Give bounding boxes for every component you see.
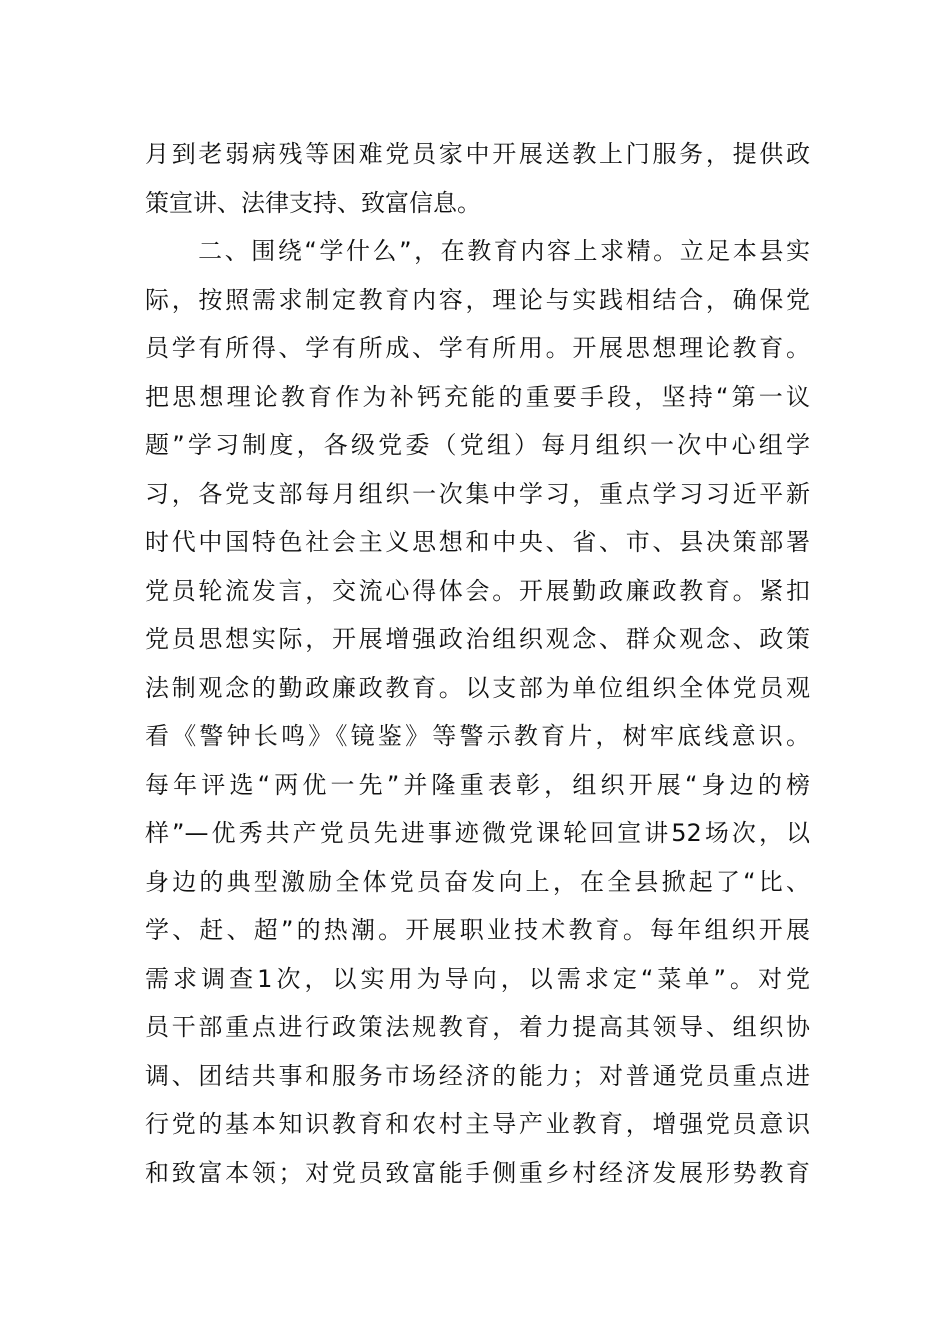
text-line: 看《警钟长鸣》《镜鉴》等警示教育片，树牢底线意识。 <box>145 722 810 750</box>
text-line: 二、围绕“学什么”，在教育内容上求精。立足本县实 <box>145 237 810 265</box>
text-line: 和致富本领；对党员致富能手侧重乡村经济发展形势教育 <box>145 1158 810 1187</box>
text-line: 员学有所得、学有所成、学有所用。开展思想理论教育。 <box>145 334 810 362</box>
text-line: 法制观念的勤政廉政教育。以支部为单位组织全体党员观 <box>145 673 810 702</box>
text-line: 习，各党支部每月组织一次集中学习，重点学习习近平新 <box>145 479 810 508</box>
text-line: 际，按照需求制定教育内容，理论与实践相结合，确保党 <box>145 285 810 314</box>
text-line: 样”—优秀共产党员先进事迹微党课轮回宣讲52场次，以 <box>145 819 810 847</box>
text-line: 身边的典型激励全体党员奋发向上，在全县掀起了“比、 <box>145 867 810 896</box>
text-line: 党员轮流发言，交流心得体会。开展勤政廉政教育。紧扣 <box>145 576 810 605</box>
text-line: 时代中国特色社会主义思想和中央、省、市、县决策部署 <box>145 528 810 556</box>
text-line: 每年评选“两优一先”并隆重表彰，组织开展“身边的榜 <box>145 770 810 799</box>
text-line: 行党的基本知识教育和农村主导产业教育，增强党员意识 <box>145 1110 810 1138</box>
text-line: 党员思想实际，开展增强政治组织观念、群众观念、政策 <box>145 625 810 653</box>
text-line: 题”学习制度，各级党委（党组）每月组织一次中心组学 <box>145 431 810 459</box>
text-line: 员干部重点进行政策法规教育，着力提高其领导、组织协 <box>145 1013 810 1041</box>
text-line: 把思想理论教育作为补钙充能的重要手段，坚持“第一议 <box>145 382 810 411</box>
text-line: 策宣讲、法律支持、致富信息。 <box>145 188 481 217</box>
text-line: 需求调查1次，以实用为导向，以需求定“菜单”。对党 <box>145 964 810 993</box>
body-text <box>145 130 810 1197</box>
text-line: 月到老弱病残等困难党员家中开展送教上门服务，提供政 <box>145 140 810 168</box>
text-line: 学、赶、超”的热潮。开展职业技术教育。每年组织开展 <box>145 916 810 944</box>
text-line: 调、团结共事和服务市场经济的能力；对普通党员重点进 <box>145 1061 810 1090</box>
